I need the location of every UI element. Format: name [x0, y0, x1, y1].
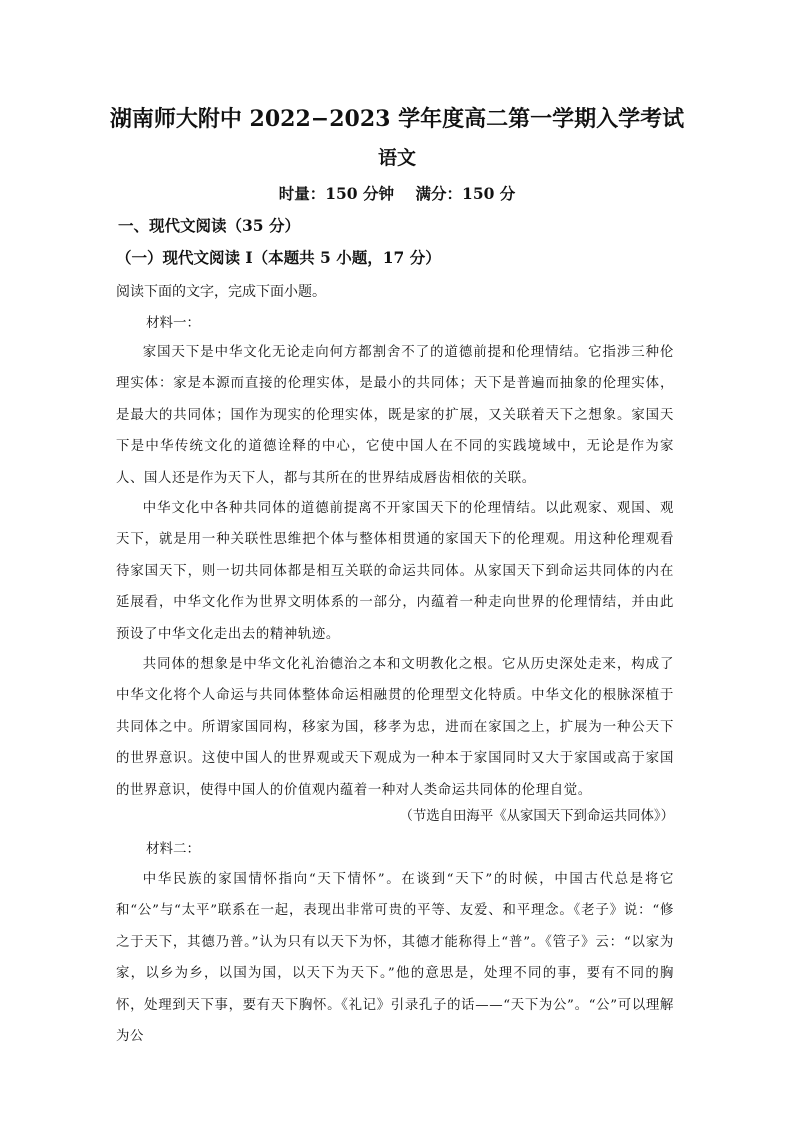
material-two-label: 材料二： — [146, 841, 200, 857]
material-one-paragraph-2: 中华文化中各种共同体的道德前提离不开家国天下的伦理情结。以此观家、观国、观天下，就是用一种关联性思维把个体与整体相贯通的家国天下的伦理观。用这种伦理观看待家国天下，则一切共同体都是相互关联的命运共同体。从家国天下到命运共同体的内在延展看，中华文化作为世界文明体系的一部分，内蕴着一种走向世界的伦理情结，并由此预设了中华文化走出去的精神轨迹。 — [116, 501, 674, 642]
material-one-paragraph-1: 家国天下是中华文化无论走向何方都割舍不了的道德前提和伦理情结。它指涉三种伦理实体：家是本源而直接的伦理实体，是最小的共同体；天下是普遍而抽象的伦理实体，是最大的共同体；国作为现实的伦理实体，既是家的扩展，又关联着天下之想象。家国天下是中华传统文化的道德诠释的中心，它使中国人在不同的实践境域中，无论是作为家人、国人还是作为天下人，都与其所在的世界结成唇齿相依的关联。 — [116, 345, 674, 486]
exam-timing: 时量：150 分钟 满分：150 分 — [278, 184, 516, 203]
material-one-paragraph-3: 共同体的想象是中华文化礼治德治之本和文明教化之根。它从历史深处走来，构成了中华文化将个人命运与共同体整体命运相融贯的伦理型文化特质。中华文化的根脉深植于共同体之中。所谓家国同构，移家为国，移孝为忠，进而在家国之上，扩展为一种公天下的世界意识。这使中国人的世界观或天下观成为一种本于家国同时又大于家国或高于家国的世界意识，使得中国人的价值观内蕴着一种对人类命运共同体的伦理自觉。 — [116, 657, 674, 798]
material-one-source: （节选自田海平《从家国天下到命运共同体》） — [399, 809, 674, 824]
reading-instruction: 阅读下面的文字，完成下面小题。 — [116, 284, 326, 300]
exam-title: 湖南师大附中 2022−2023 学年度高二第一学期入学考试 — [109, 106, 685, 132]
section-heading: 一、现代文阅读（35 分） — [118, 216, 300, 235]
material-one-label: 材料一： — [146, 315, 200, 331]
subsection-heading: （一）现代文阅读 I（本题共 5 小题，17 分） — [116, 248, 441, 267]
material-two-paragraph-1: 中华民族的家国情怀指向“天下情怀”。在谈到“天下”的时候，中国古代总是将它和“公”与“太平”联系在一起，表现出非常可贵的平等、友爱、和平理念。《老子》说：“修之于天下，其德乃普。”认为只有以天下为怀，其德才能称得上“普”。《管子》云：“以家为家，以乡为乡，以国为国，以天下为天下。”他的意思是，处理不同的事，要有不同的胸怀，处理到天下事，要有天下胸怀。《礼记》引录孔子的话——“天下为公”。“公”可以理解为公 — [116, 872, 674, 1045]
subject-title: 语文 — [377, 147, 416, 169]
